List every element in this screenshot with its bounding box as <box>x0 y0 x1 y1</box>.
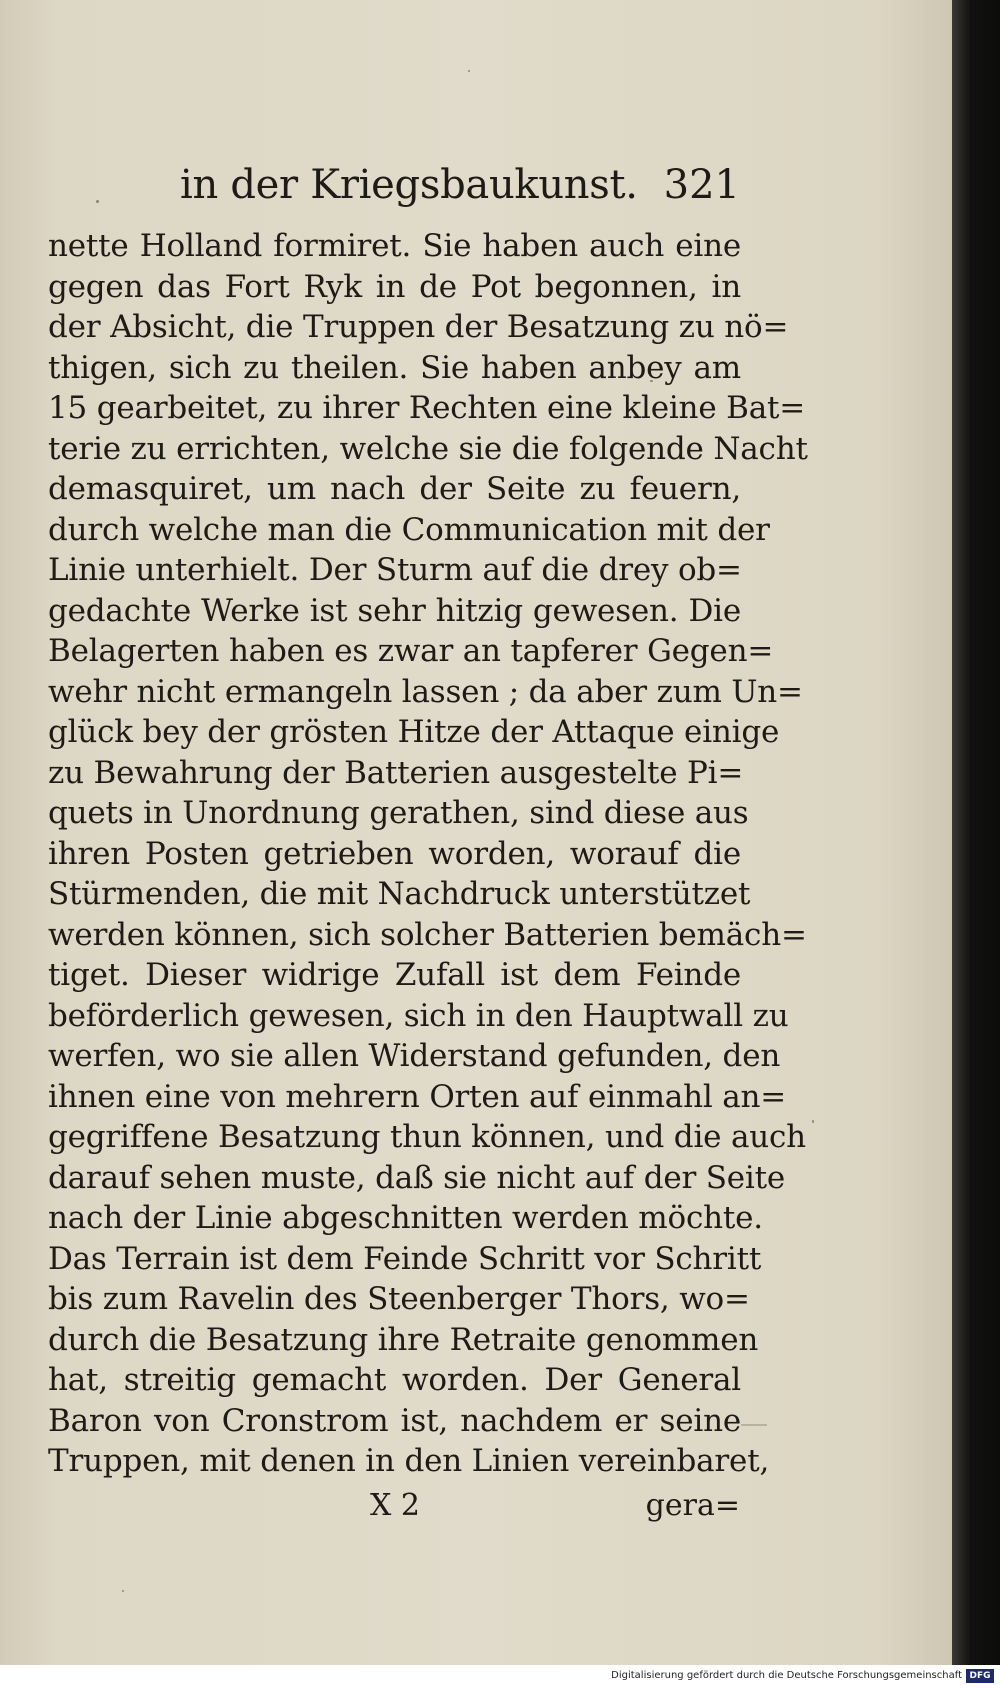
page-number: 321 <box>663 162 740 208</box>
text-line: demasquiret, um nach der Seite zu feuern, <box>48 471 741 507</box>
text-line: durch welche man die Communication mit der <box>48 511 770 548</box>
text-line: Baron von Cronstrom ist, nachdem er seine <box>48 1402 741 1439</box>
dfg-logo: DFG <box>966 1669 994 1683</box>
signature-mark: X 2 <box>370 1488 420 1523</box>
text-line: gedachte Werke ist sehr hitzig gewesen. Die <box>48 592 741 629</box>
text-line: Stürmenden, die mit Nachdruck unterstützet <box>48 876 751 912</box>
text-line: darauf sehen muste, daß sie nicht auf der Seite <box>48 1159 786 1196</box>
text-line: gegriffene Besatzung thun können, und die auch <box>48 1119 806 1155</box>
funding-note: Digitalisierung gefördert durch die Deutsche Forschungsgemeinschaft <box>611 1670 962 1681</box>
text-line: Linie unterhielt. Der Sturm auf die drey ob= <box>48 552 742 588</box>
text-line: werfen, wo sie allen Widerstand gefunden, den <box>48 1038 781 1074</box>
text-line: tiget. Dieser widrige Zufall ist dem Feinde <box>48 957 741 993</box>
text-line: glück bey der grösten Hitze der Attaque einige <box>48 714 780 750</box>
text-line: thigen, sich zu theilen. Sie haben anbey am <box>48 349 741 386</box>
text-line: wehr nicht ermangeln lassen ; da aber zum Un= <box>48 673 803 710</box>
text-line: zu Bewahrung der Batterien ausgestelte Pi= <box>48 754 744 791</box>
text-line: ihren Posten getrieben worden, worauf die <box>48 835 741 872</box>
body-text <box>48 226 808 1482</box>
text-line: Belagerten haben es zwar an tapferer Gegen= <box>48 633 774 669</box>
text-line: hat, streitig gemacht worden. Der General <box>48 1362 741 1398</box>
text-line: Truppen, mit denen in den Linien vereinbaret, <box>48 1443 770 1479</box>
running-head: in der Kriegsbaukunst. <box>180 162 638 208</box>
text-line: werden können, sich solcher Batterien bemäch= <box>48 916 807 953</box>
text-line: terie zu errichten, welche sie die folgende Nacht <box>48 430 808 467</box>
text-line: nach der Linie abgeschnitten werden möchte. <box>48 1200 763 1236</box>
page-footer <box>180 1484 740 1528</box>
text-line: ihnen eine von mehrern Orten auf einmahl an= <box>48 1078 787 1115</box>
text-line: Das Terrain ist dem Feinde Schritt vor Schritt <box>48 1240 762 1277</box>
text-line: 15 gearbeitet, zu ihrer Rechten eine kleine Bat= <box>48 390 806 426</box>
text-line: gegen das Fort Ryk in de Pot begonnen, in <box>48 268 741 305</box>
catchword: gera= <box>645 1488 740 1523</box>
text-line: quets in Unordnung gerathen, sind diese aus <box>48 795 749 831</box>
margin-mark <box>741 1424 767 1426</box>
text-line: der Absicht, die Truppen der Besatzung zu nö= <box>48 309 789 345</box>
digitization-banner <box>0 1665 1000 1689</box>
text-line: nette Holland formiret. Sie haben auch eine <box>48 228 741 264</box>
page-header <box>180 162 740 212</box>
text-line: beförderlich gewesen, sich in den Hauptwall zu <box>48 997 789 1034</box>
text-line: bis zum Ravelin des Steenberger Thors, wo= <box>48 1281 750 1317</box>
text-line: durch die Besatzung ihre Retraite genommen <box>48 1321 759 1358</box>
book-edge-shadow <box>952 0 1000 1665</box>
